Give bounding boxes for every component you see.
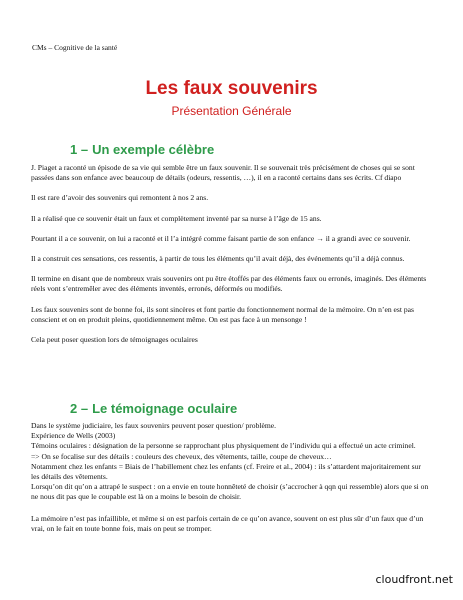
paragraph: Pourtant il a ce souvenir, on lui a raconté et il l’a intégré comme faisant partie de son enfance → il a grandi avec ce souvenir.: [31, 233, 411, 243]
page-header: CMs – Cognitive de la santé: [32, 43, 118, 52]
document-title: Les faux souvenirs: [145, 78, 318, 99]
paragraph: Il est rare d’avoir des souvenirs qui remontent à nos 2 ans.: [31, 193, 209, 203]
section-2-heading: [70, 401, 237, 417]
line: Expérience de Wells (2003): [31, 431, 116, 441]
paragraph: Cela peut poser question lors de témoignages oculaires: [31, 335, 198, 345]
section-2-title: Le témoignage oculaire: [92, 401, 238, 416]
paragraph: Les faux souvenirs sont de bonne foi, ils sont sincères et font partie du fonctionnement normal de la mémoire. On n’en est pas conscient et on en produit pleins, quotidiennement même. On est pas face à un mensonge !: [31, 304, 414, 324]
section-2-body: [31, 421, 431, 544]
line: Notamment chez les enfants = Biais de l’habillement chez les enfants (cf. Freire et al., 2004) : ils s’attardent majoritairement sur les détails des vêtements.: [31, 461, 421, 482]
line: Dans le système judiciaire, les faux souvenirs peuvent poser question/ problème.: [31, 421, 277, 430]
section-1-heading: [70, 142, 214, 158]
section-1-body: [31, 163, 431, 355]
paragraph: Il a réalisé que ce souvenir était un faux et complètement inventé par sa nurse à l’âge de 15 ans.: [31, 213, 322, 223]
section-2-number: 2 –: [70, 401, 89, 416]
paragraph: Il termine en disant que de nombreux vrais souvenirs ont pu être étoffés par des éléments faux ou erronés, imaginés. Des éléments réels vont s’entremêler avec des éléments inventés, erronés, déformés ou modifiés.: [31, 274, 427, 294]
line: => On se focalise sur des détails : couleurs des cheveux, des vêtements, taille, coupe de cheveux…: [31, 451, 332, 461]
document-subtitle: Présentation Générale: [171, 104, 292, 118]
paragraph: J. Piaget a raconté un épisode de sa vie qui semble être un faux souvenir. Il se souvenait très précisément de choses qui se sont passées dans son enfance avec beaucoup de détails (odeurs, ressentis, …), il en a raconté certains dans ses écrits. Cf diapo: [31, 163, 415, 183]
section-1-number: 1 –: [70, 142, 89, 157]
closing-paragraph: La mémoire n’est pas infaillible, et même si on est parfois certain de ce qu’on avance, souvent on est plus sûr d’un faux que d’un vrai, on le fait en toute bonne fois, mais on peut se tromper.: [31, 513, 424, 533]
paragraph: Il a construit ces sensations, ces ressentis, à partir de tous les éléments qu’il avait déjà, des événements qu’il a déjà connus.: [31, 254, 405, 264]
line: Lorsqu’on dit qu’on a attrapé le suspect : on a envie en toute honnêteté de choisir (s’accrocher à qqn qui ressemble) alors que si on ne nous dit pas que le coupable est là on a moins le besoin de choisir.: [31, 482, 429, 502]
section-1-title: Un exemple célèbre: [92, 142, 215, 157]
source-watermark: cloudfront.net: [375, 573, 453, 586]
line: Témoins oculaires : désignation de la personne se rapprochant plus physiquement de l’individu qui a effectué un acte criminel.: [31, 441, 416, 451]
